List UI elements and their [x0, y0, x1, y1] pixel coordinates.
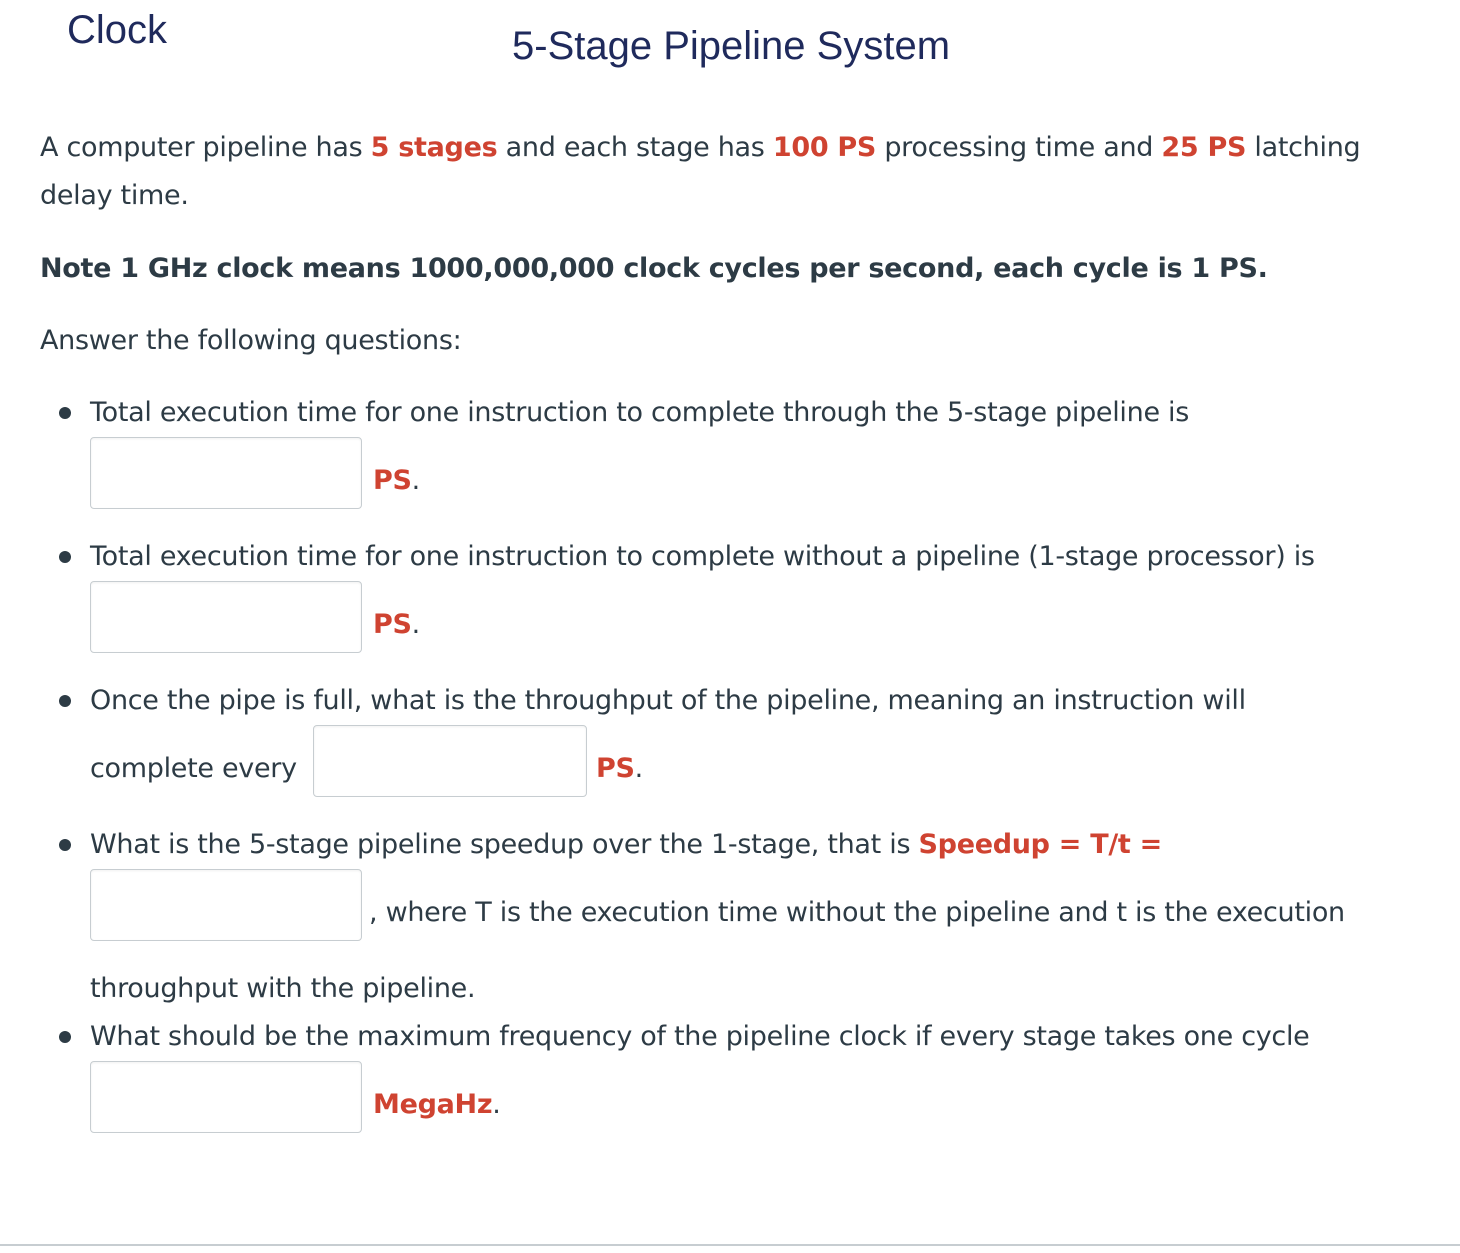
bullet-icon	[59, 839, 71, 851]
bottom-divider	[0, 1244, 1460, 1246]
page-title: 5-Stage Pipeline System	[512, 24, 951, 68]
question-3-text-2: complete every	[90, 753, 297, 784]
answer-input-3[interactable]	[313, 725, 587, 797]
question-1-text: Total execution time for one instruction to complete through the 5-stage pipeline is	[90, 397, 1190, 428]
processing-time-highlight: 100 PS	[772, 132, 877, 163]
speedup-formula: Speedup = T/t =	[918, 829, 1162, 860]
intro-text-5: delay time.	[40, 180, 189, 211]
question-3	[90, 681, 1246, 721]
unit-label-2: PS.	[373, 609, 420, 640]
answer-input-2[interactable]	[90, 581, 362, 653]
instructions-text: Answer the following questions:	[40, 325, 462, 356]
question-2	[90, 537, 1315, 577]
unit-label-1: PS.	[373, 465, 420, 496]
stages-highlight: 5 stages	[370, 132, 498, 163]
question-2-text: Total execution time for one instruction to complete without a pipeline (1-stage processor) is	[90, 541, 1315, 572]
intro-text-3: processing time and	[876, 132, 1162, 163]
question-4-continuation: , where T is the execution time without the pipeline and t is the execution	[369, 897, 1345, 928]
question-4-text-3: throughput with the pipeline.	[90, 973, 476, 1004]
unit-label-3: PS.	[596, 753, 643, 784]
answer-input-5[interactable]	[90, 1061, 362, 1133]
question-3-text: Once the pipe is full, what is the throughput of the pipeline, meaning an instruction will	[90, 685, 1246, 716]
intro-text-4: latching	[1246, 132, 1361, 163]
answer-input-1[interactable]	[90, 437, 362, 509]
bullet-icon	[59, 695, 71, 707]
unit-label-5: MegaHz.	[373, 1089, 501, 1120]
answer-input-4[interactable]	[90, 869, 362, 941]
intro-text-2: and each stage has	[497, 132, 773, 163]
intro-paragraph	[40, 124, 1440, 220]
question-4	[90, 825, 1162, 865]
question-1	[90, 393, 1189, 433]
bullet-icon	[59, 407, 71, 419]
bullet-icon	[59, 1031, 71, 1043]
question-4-text: What is the 5-stage pipeline speedup over the 1-stage, that is	[90, 829, 919, 860]
bullet-icon	[59, 551, 71, 563]
clock-heading: Clock	[67, 8, 168, 52]
note-text: Note 1 GHz clock means 1000,000,000 clock cycles per second, each cycle is 1 PS.	[40, 253, 1268, 284]
question-5-text: What should be the maximum frequency of the pipeline clock if every stage takes one cycle	[90, 1021, 1310, 1052]
latching-time-highlight: 25 PS	[1161, 132, 1247, 163]
intro-text-1: A computer pipeline has	[40, 132, 371, 163]
question-5	[90, 1017, 1310, 1057]
